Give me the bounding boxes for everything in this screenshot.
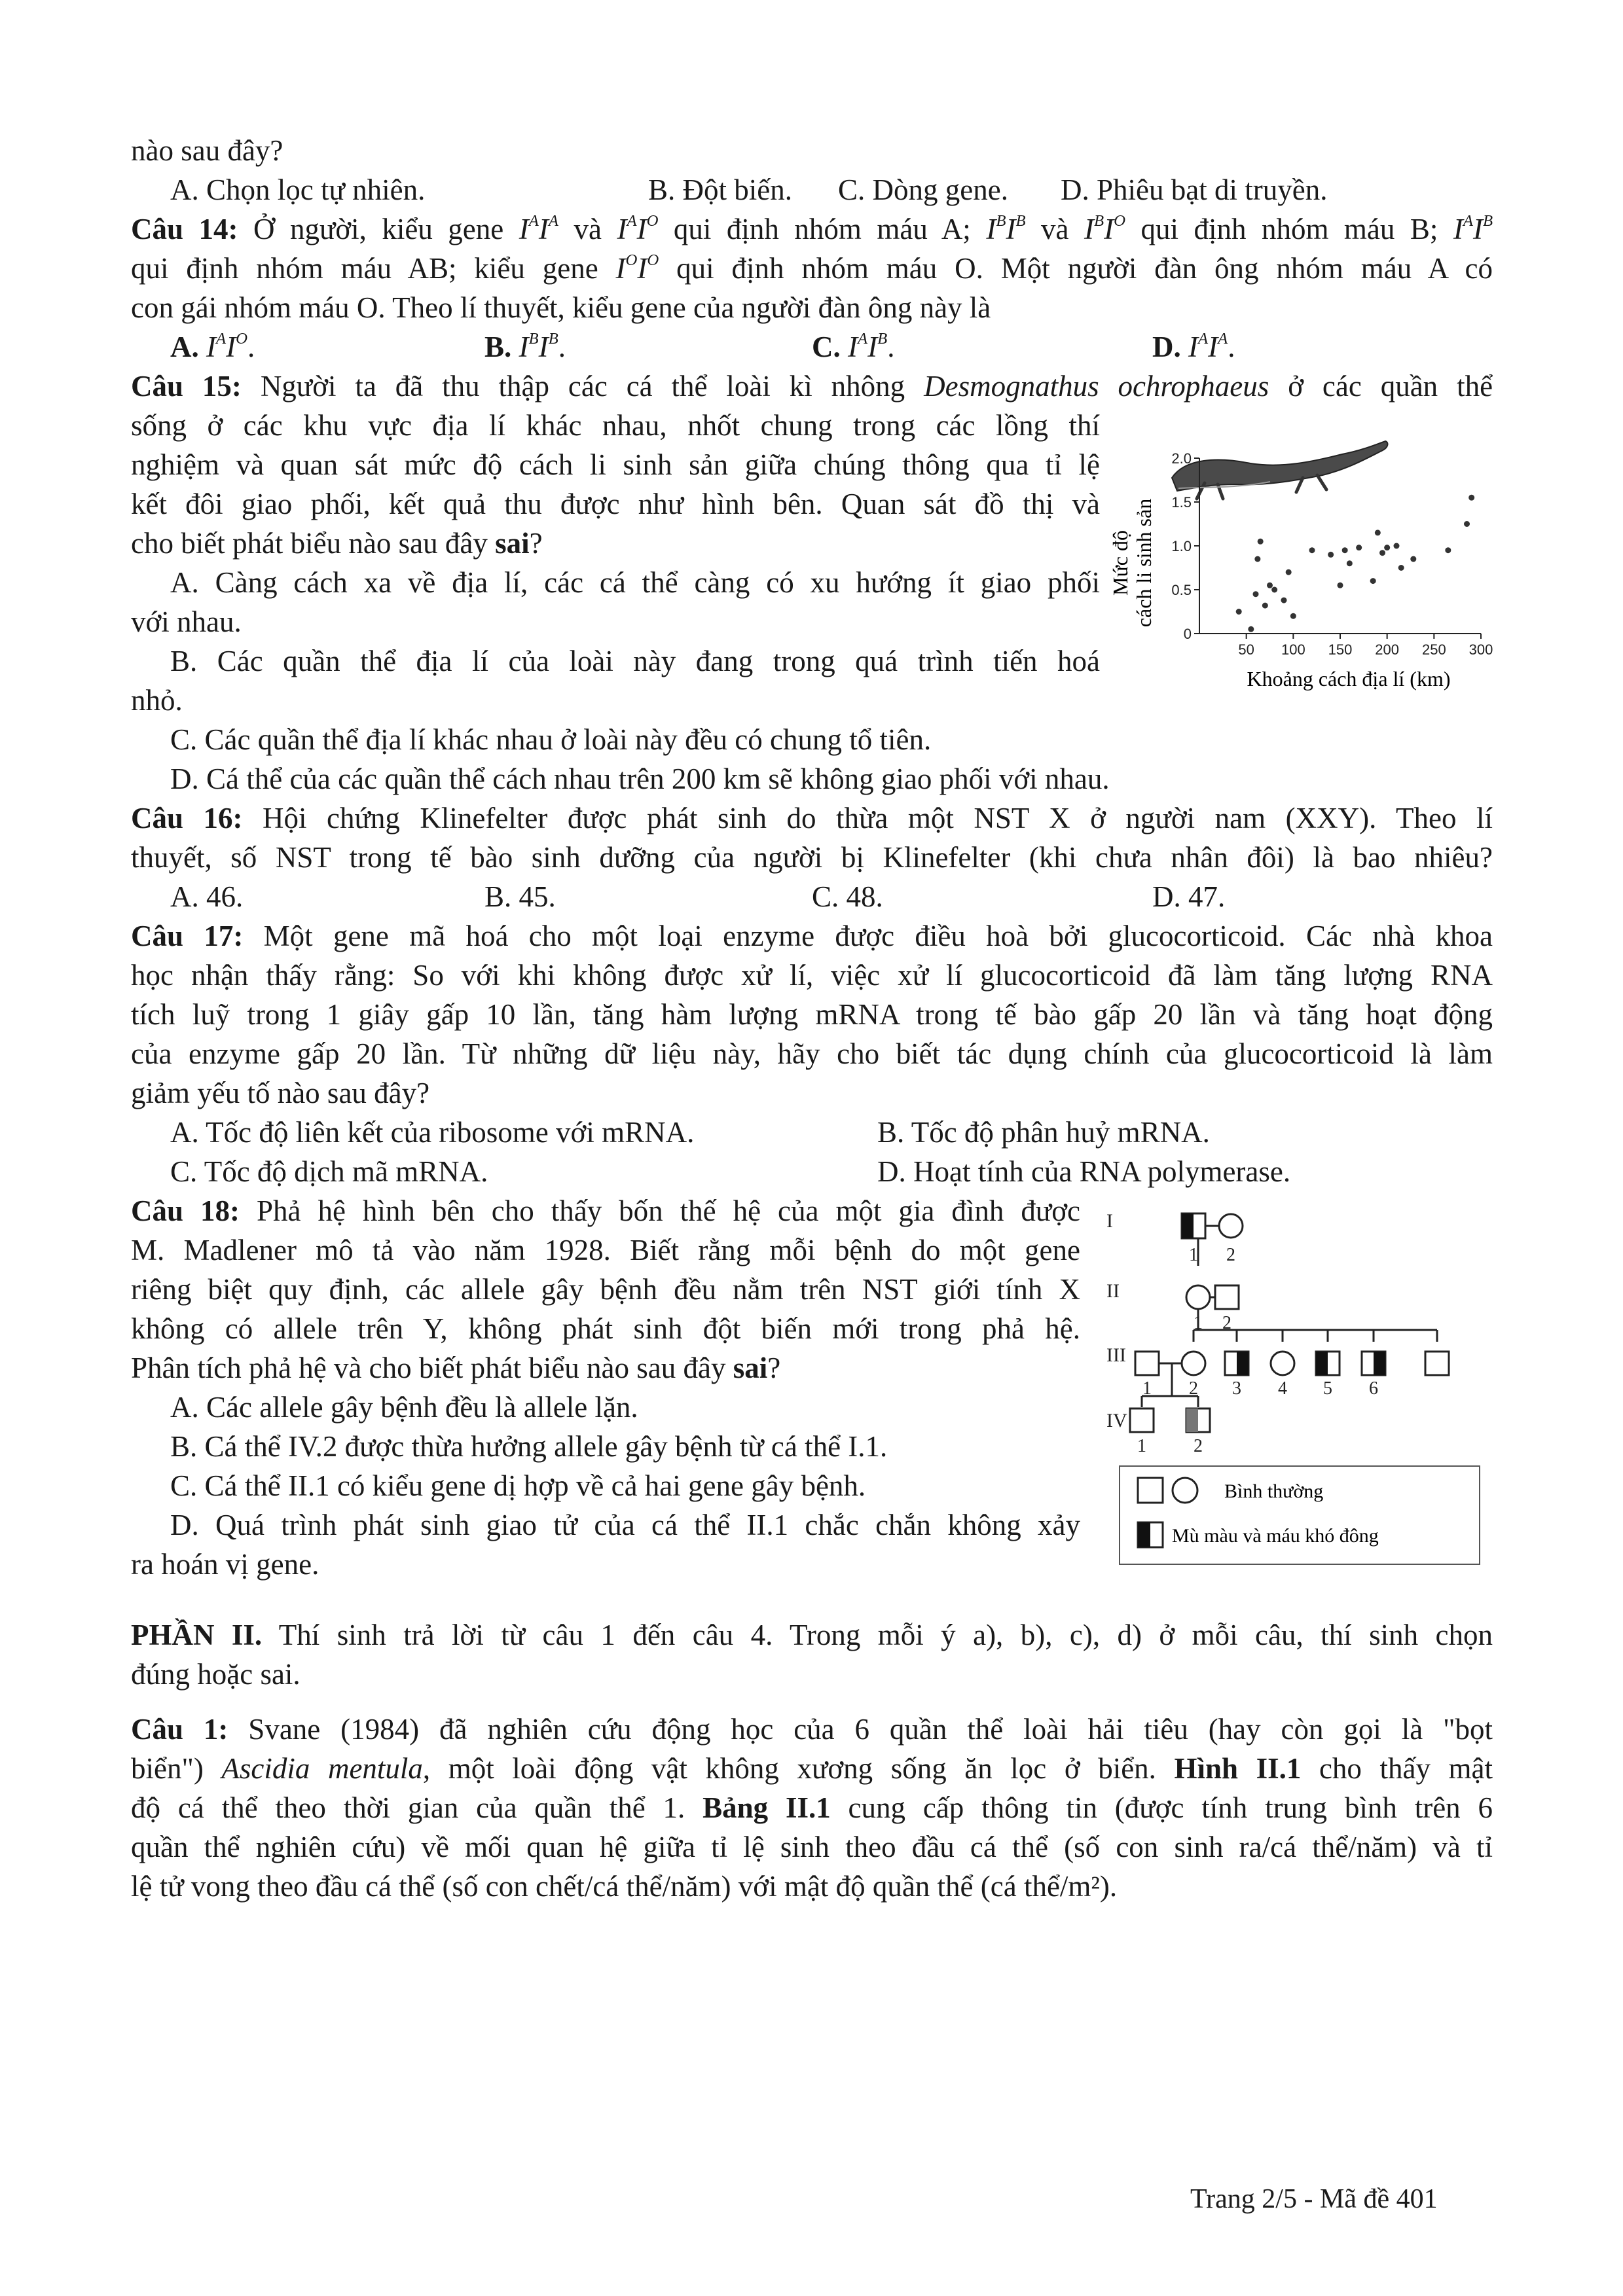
y-axis-label-line-1: Mức độ	[1108, 530, 1132, 596]
data-point	[1356, 545, 1362, 550]
q15-species: Desmognathus ochrophaeus	[924, 370, 1269, 403]
data-point	[1410, 556, 1416, 562]
individual-IV-2	[1186, 1408, 1210, 1432]
num-IV-1: 1	[1137, 1436, 1146, 1456]
data-point	[1375, 529, 1381, 535]
q17-options-row-2	[131, 1152, 1493, 1191]
legend-affected: Mù màu và máu khó đông	[1172, 1525, 1379, 1547]
q18-line-5: Phân tích phả hệ và cho biết phát biểu nào sau đây sai?	[131, 1352, 781, 1384]
individual-III-2	[1182, 1352, 1205, 1375]
num-I-2: 2	[1226, 1245, 1235, 1265]
q16-label: Câu 16:	[131, 802, 243, 834]
x-tick-label: 250	[1421, 641, 1446, 658]
data-point	[1267, 583, 1273, 588]
q17-line-5: giảm yếu tố nào sau đây?	[131, 1077, 430, 1109]
q16-line-2: thuyết, số NST trong tế bào sinh dưỡng của người bị Klinefelter (khi chưa nhân đôi) là bao nhiêu?	[131, 841, 1493, 874]
x-tick-label: 300	[1468, 641, 1493, 658]
q15-option-b-cont: nhỏ.	[131, 684, 183, 717]
q17-label: Câu 17:	[131, 920, 244, 952]
data-point	[1464, 521, 1470, 527]
q15-label: Câu 15:	[131, 370, 242, 403]
part2-q1-line-5: lệ tử vong theo đầu cá thể (số con chết/cá thể/năm) với mật độ quần thể (cá thể/m²).	[131, 1870, 1118, 1903]
legend-normal: Bình thường	[1224, 1480, 1324, 1502]
x-tick-label: 200	[1375, 641, 1400, 658]
part2-q1-line-3: độ cá thể theo thời gian của quần thể 1. Bảng II.1 cung cấp thông tin (được tính trung bình trên 6	[131, 1791, 1493, 1824]
individual-I-1	[1182, 1213, 1205, 1238]
q17-option-d: D. Hoạt tính của RNA polymerase.	[877, 1155, 1291, 1188]
y-axis-label	[1108, 499, 1156, 627]
data-point	[1338, 583, 1343, 588]
data-point	[1254, 556, 1260, 562]
salamander-icon	[1172, 441, 1387, 499]
q15-option-c: C. Các quần thể địa lí khác nhau ở loài này đều có chung tổ tiên.	[170, 723, 932, 756]
q13-options	[131, 170, 1493, 209]
gen-label-II: II	[1106, 1280, 1120, 1302]
data-point	[1398, 565, 1404, 571]
q17-line-1: Câu 17: Một gene mã hoá cho một loại enzyme được điều hoà bởi glucocorticoid. Các nhà khoa	[131, 920, 1493, 952]
q18-line-3: riêng biệt quy định, các allele gây bệnh đều nằm trên NST giới tính X	[131, 1273, 1080, 1306]
q14-line-1: Câu 14: Ở người, kiểu gene $I^AI^A$ và $I^AI^O$ qui định nhóm máu A; $I^BI^B$ và $I^BI^O$ qui định nhóm máu B; $I^AI^B$	[131, 212, 1493, 245]
num-II-2: 2	[1222, 1313, 1231, 1333]
data-point	[1379, 550, 1385, 556]
part2-line-1: PHẦN II. Thí sinh trả lời từ câu 1 đến câu 4. Trong mỗi ý a), b), c), d) ở mỗi câu, thí sinh chọn	[131, 1619, 1493, 1651]
num-III-3: 3	[1232, 1378, 1241, 1399]
q18-option-b: B. Cá thể IV.2 được thừa hưởng allele gây bệnh từ cá thể I.1.	[170, 1430, 888, 1463]
data-point	[1286, 569, 1292, 575]
individual-III-5	[1316, 1352, 1340, 1375]
q14-option-c: C. $I^AI^B$.	[812, 330, 895, 363]
num-III-4: 4	[1278, 1378, 1287, 1399]
num-III-6: 6	[1369, 1378, 1378, 1399]
q15-line-3: nghiệm và quan sát mức độ cách li sinh sản giữa chúng thông qua tỉ lệ	[131, 448, 1100, 481]
q18-option-c: C. Cá thể II.1 có kiểu gene dị hợp về cả hai gene gây bệnh.	[170, 1469, 866, 1502]
q17-line-4: của enzyme gấp 20 lần. Từ những dữ liệu này, hãy cho biết tác dụng chính của glucocorticoid là làm	[131, 1037, 1493, 1070]
q16-option-d: D. 47.	[1152, 880, 1226, 913]
scatter-points	[1236, 495, 1474, 632]
q17-option-a: A. Tốc độ liên kết của ribosome với mRNA.	[170, 1116, 695, 1149]
data-point	[1290, 613, 1296, 619]
q15-line-1: Câu 15: Người ta đã thu thập các cá thể loài kì nhông Desmognathus ochrophaeus ở các quần thể	[131, 370, 1493, 403]
data-point	[1281, 598, 1287, 603]
q17-line-2: học nhận thấy rằng: So với khi không được xử lí, việc xử lí glucocorticoid đã làm tăng lượng RNA	[131, 959, 1493, 992]
q18-line-4: không có allele trên Y, không phát sinh đột biến mới trong phả hệ.	[131, 1312, 1080, 1345]
individual-IV-1	[1130, 1408, 1154, 1432]
gen-label-I: I	[1106, 1210, 1113, 1232]
data-point	[1394, 543, 1400, 549]
q18-line-2: M. Madlener mô tả vào năm 1928. Biết rằng mỗi bệnh do một gene	[131, 1234, 1080, 1266]
num-III-1: 1	[1142, 1378, 1152, 1399]
data-point	[1347, 560, 1353, 566]
part2-line-2: đúng hoặc sai.	[131, 1658, 301, 1691]
q16-option-b: B. 45.	[484, 880, 556, 913]
pedigree-legend	[1120, 1466, 1480, 1564]
gen-label-III: III	[1106, 1344, 1126, 1366]
q18-option-d-cont: ra hoán vị gene.	[131, 1548, 319, 1581]
q14-options	[131, 327, 1493, 367]
q13-option-d: D. Phiêu bạt di truyền.	[1061, 173, 1328, 206]
q14-line-3: con gái nhóm máu O. Theo lí thuyết, kiểu gene của người đàn ông này là	[131, 291, 991, 324]
q14-label: Câu 14:	[131, 213, 238, 245]
data-point	[1309, 547, 1315, 553]
y-tick-label: 0	[1183, 626, 1192, 642]
data-point	[1271, 587, 1277, 593]
q15-line-5: cho biết phát biểu nào sau đây sai?	[131, 527, 543, 560]
data-point	[1384, 545, 1390, 550]
q14-option-a: A. $I^AI^O$.	[170, 330, 255, 363]
q17-option-c: C. Tốc độ dịch mã mRNA.	[170, 1155, 488, 1188]
q18-line-1: Câu 18: Phả hệ hình bên cho thấy bốn thế hệ của một gia đình được	[131, 1194, 1081, 1227]
y-tick-label: 1.5	[1171, 494, 1192, 511]
isolation-scatter-chart	[1106, 425, 1499, 700]
num-III-2: 2	[1189, 1378, 1198, 1399]
q15-option-b: B. Các quần thể địa lí của loài này đang trong quá trình tiến hoá	[170, 645, 1100, 677]
q16-option-c: C. 48.	[812, 880, 883, 913]
q14-option-d: D. $I^AI^A$.	[1152, 330, 1235, 363]
y-axis-label-line-2: cách li sinh sản	[1132, 498, 1156, 628]
data-point	[1258, 539, 1264, 545]
x-axis-label: Khoảng cách địa lí (km)	[1247, 667, 1451, 691]
part2-q1-line-1: Câu 1: Svane (1984) đã nghiên cứu động học của 6 quần thể loài hải tiêu (hay còn gọi là "bọt	[131, 1713, 1493, 1746]
data-point	[1328, 552, 1334, 558]
individual-II-2	[1215, 1285, 1239, 1309]
q17-options-row-1	[131, 1113, 1493, 1152]
num-III-5: 5	[1323, 1378, 1332, 1399]
part2-heading: PHẦN II.	[131, 1619, 263, 1651]
q18-option-a: A. Các allele gây bệnh đều là allele lặn.	[170, 1391, 638, 1424]
data-point	[1342, 547, 1348, 553]
x-tick-label: 150	[1328, 641, 1353, 658]
q13-option-b: B. Đột biến.	[648, 173, 792, 206]
y-tick-label: 2.0	[1171, 450, 1192, 467]
data-point	[1468, 495, 1474, 501]
q13-option-a: A. Chọn lọc tự nhiên.	[170, 173, 426, 206]
pedigree-chart	[1106, 1198, 1493, 1571]
q18-option-d: D. Quá trình phát sinh giao tử của cá thể II.1 chắc chắn không xảy	[170, 1509, 1080, 1541]
individual-III-1	[1135, 1352, 1159, 1375]
q15-line-4: kết đôi giao phối, kết quả thu được như hình bên. Quan sát đồ thị và	[131, 488, 1100, 520]
q15-option-a-cont: với nhau.	[131, 605, 242, 638]
page-content	[131, 131, 1493, 1906]
part2-q1-line-4: quần thể nghiên cứu) về mối quan hệ giữa tỉ lệ sinh theo đầu cá thể (số con sinh ra/cá thể/năm) và tỉ	[131, 1831, 1493, 1863]
data-point	[1253, 591, 1259, 597]
individual-III-6	[1362, 1352, 1385, 1375]
q15-option-d: D. Cá thể của các quần thể cách nhau trên 200 km sẽ không giao phối với nhau.	[170, 762, 1110, 795]
data-point	[1445, 547, 1451, 553]
gen-label-IV: IV	[1106, 1410, 1127, 1431]
q17-option-b: B. Tốc độ phân huỷ mRNA.	[877, 1116, 1210, 1149]
data-point	[1370, 578, 1376, 584]
q13-option-c: C. Dòng gene.	[838, 173, 1008, 206]
q16-option-a: A. 46.	[170, 880, 244, 913]
data-point	[1262, 603, 1268, 609]
individual-III-7	[1425, 1352, 1449, 1375]
individual-III-4	[1271, 1352, 1294, 1375]
q16-options	[131, 877, 1493, 916]
q18-label: Câu 18:	[131, 1194, 240, 1227]
num-IV-2: 2	[1194, 1436, 1203, 1456]
y-tick-label: 1.0	[1171, 538, 1192, 554]
q17-line-3: tích luỹ trong 1 giây gấp 10 lần, tăng hàm lượng mRNA trong tế bào gấp 20 lần và tăng hoạt động	[131, 998, 1493, 1031]
num-I-1: 1	[1189, 1245, 1198, 1265]
x-tick-label: 100	[1281, 641, 1305, 658]
num-II-1: 1	[1194, 1313, 1203, 1333]
part2-q1-line-2: biển") Ascidia mentula, một loài động vật không xương sống ăn lọc ở biển. Hình II.1 cho thấy mật	[131, 1752, 1493, 1785]
data-point	[1236, 609, 1242, 615]
q14-line-2: qui định nhóm máu AB; kiểu gene $I^OI^O$ qui định nhóm máu O. Một người đàn ông nhóm máu A có	[131, 251, 1493, 285]
q14-option-b: B. $I^BI^B$.	[484, 330, 566, 363]
page-footer: Trang 2/5 - Mã đề 401	[1190, 2184, 1438, 2214]
data-point	[1248, 626, 1254, 632]
q15-line-2: sống ở các khu vực địa lí khác nhau, nhốt chung trong các lồng thí	[131, 409, 1100, 442]
individual-II-1	[1186, 1285, 1210, 1309]
y-tick-label: 0.5	[1171, 582, 1192, 598]
part2-q1-label: Câu 1:	[131, 1713, 228, 1746]
individual-I-2	[1219, 1214, 1243, 1238]
q15-option-a: A. Càng cách xa về địa lí, các cá thể càng có xu hướng ít giao phối	[170, 566, 1100, 599]
x-tick-label: 50	[1238, 641, 1254, 658]
part2-species: Ascidia mentula	[221, 1752, 423, 1785]
q16-line-1: Câu 16: Hội chứng Klinefelter được phát sinh do thừa một NST X ở người nam (XXY). Theo lí	[131, 802, 1493, 834]
q13-tail: nào sau đây?	[131, 134, 283, 167]
individual-III-3	[1225, 1352, 1249, 1375]
